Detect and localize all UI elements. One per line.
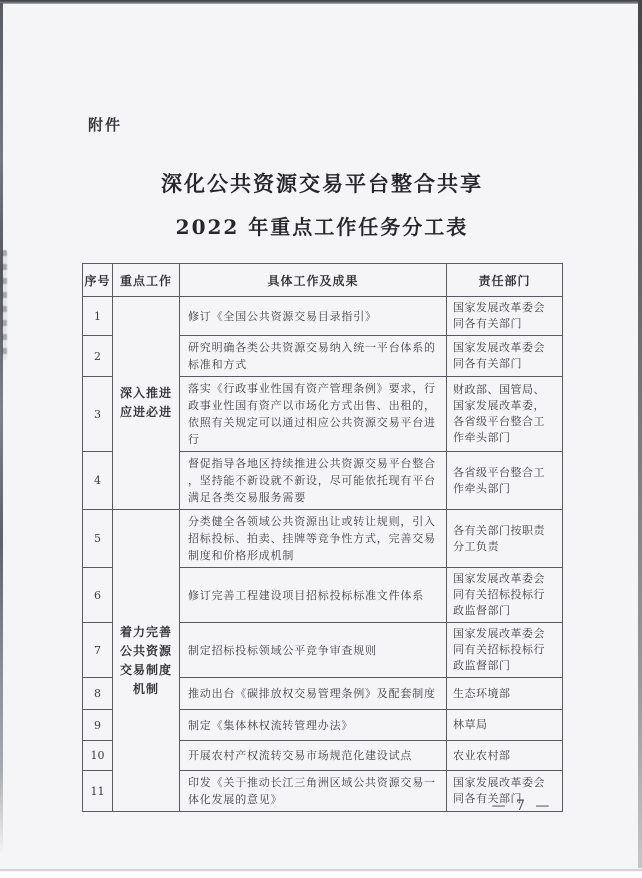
title-line-2: 2022 年重点工作任务分工表 (175, 215, 469, 239)
task-cell: 落实《行政事业性国有资产管理条例》要求，行政事业性国有资产以市场化方式出售、出租的，依照有关规定可以通过相应公共资源交易平台进行 (180, 377, 447, 452)
scan-edge-bottom (0, 869, 642, 871)
dept-cell: 国家发展改革委会同各有关部门 (447, 336, 563, 377)
dept-cell: 国家发展改革委会同有关招标投标行政监督部门 (447, 568, 563, 623)
task-cell: 修订完善工程建设项目招标投标标准文件体系 (180, 568, 447, 623)
dept-cell: 国家发展改革委会同各有关部门 (447, 297, 563, 336)
row-number-cell: 5 (83, 510, 113, 568)
task-cell: 修订《全国公共资源交易目录指引》 (180, 297, 447, 336)
header-task: 具体工作及成果 (180, 264, 447, 297)
dept-cell: 农业农村部 (447, 741, 563, 771)
dept-cell: 国家发展改革委会同有关招标投标行政监督部门 (447, 623, 563, 678)
scan-edge-right (638, 0, 642, 868)
task-cell: 督促指导各地区持续推进公共资源交易平台整合，坚持能不新设就不新设，尽可能依托现有平台满足各类交易服务需要 (180, 452, 447, 510)
task-cell: 制定《集体林权流转管理办法》 (180, 710, 447, 741)
table-header-row (83, 264, 563, 297)
table-row (83, 510, 563, 568)
header-no: 序号 (83, 264, 113, 297)
scan-smudge (2, 250, 7, 360)
row-number-cell: 7 (83, 623, 113, 678)
dept-cell: 生态环境部 (447, 678, 563, 710)
title-line-1: 深化公共资源交易平台整合共享 (161, 171, 483, 196)
dept-cell: 林草局 (447, 710, 563, 741)
task-assignment-table (82, 263, 563, 812)
task-cell: 研究明确各类公共资源交易纳入统一平台体系的标准和方式 (180, 336, 447, 377)
task-cell: 制定招标投标领域公平竞争审查规则 (180, 623, 447, 678)
attachment-label: 附件 (88, 116, 123, 134)
row-number-cell: 2 (83, 336, 113, 377)
dept-cell: 财政部、国管局、国家发展改革委，各省级平台整合工作牵头部门 (447, 377, 563, 452)
dept-cell: 国家发展改革委会同各有关部门 (447, 771, 563, 812)
task-cell: 分类健全各领域公共资源出让或转让规则，引入招标投标、拍卖、挂牌等竞争性方式，完善交易制度和价格形成机制 (180, 510, 447, 568)
task-cell: 推动出台《碳排放权交易管理条例》及配套制度 (180, 678, 447, 710)
header-dept: 责任部门 (447, 264, 563, 297)
task-cell: 印发《关于推动长江三角洲区域公共资源交易一体化发展的意见》 (180, 771, 447, 812)
row-number-cell: 11 (83, 771, 113, 812)
row-number-cell: 3 (83, 377, 113, 452)
dept-cell: 各有关部门按职责分工负责 (447, 510, 563, 568)
row-number-cell: 10 (83, 741, 113, 771)
group-label-cell: 深入推进应进必进 (113, 297, 180, 510)
page-number: — 7 — (491, 798, 553, 814)
document-title (82, 168, 562, 240)
scan-edge-left (0, 3, 3, 855)
dept-cell: 各省级平台整合工作牵头部门 (447, 452, 563, 510)
header-key-work: 重点工作 (113, 264, 180, 297)
table-row (83, 297, 563, 336)
row-number-cell: 9 (83, 710, 113, 741)
row-number-cell: 1 (83, 297, 113, 336)
task-cell: 开展农村产权流转交易市场规范化建设试点 (180, 741, 447, 771)
row-number-cell: 8 (83, 678, 113, 710)
group-label-cell: 着力完善公共资源交易制度机制 (113, 510, 180, 812)
scan-edge-top (0, 0, 642, 4)
row-number-cell: 6 (83, 568, 113, 623)
row-number-cell: 4 (83, 452, 113, 510)
